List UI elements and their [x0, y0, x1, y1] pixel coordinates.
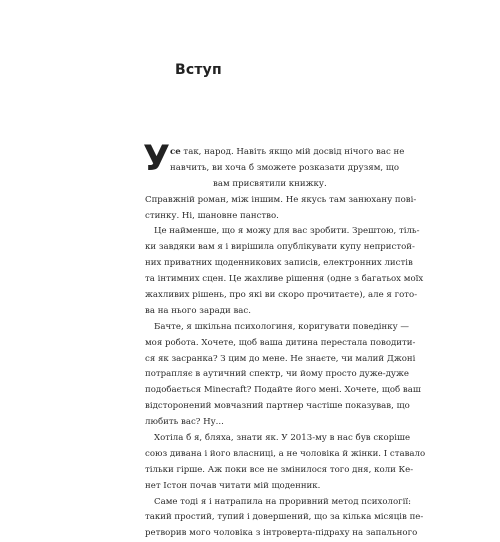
text-line: такий простий, тупий і довершений, що за кілька місяців пе-: [145, 512, 424, 523]
text-line: них приватних щоденникових записів, електронних листів: [145, 258, 413, 269]
text-line: Справжній роман, між іншим. Не якусь там занюхану пові-: [145, 194, 417, 205]
text-line: Це найменше, що я можу для вас зробити. Зрештою, тіль-: [154, 226, 420, 237]
text-line: ки завдяки вам я і вирішила опублікувати купу непристой-: [145, 242, 415, 253]
text-line-content: так, народ. Навіть якщо мій досвід нічого вас не: [180, 147, 405, 157]
text-line: тільки гірше. Аж поки все не змінилося того дня, коли Ке-: [145, 464, 414, 475]
text-line: любить вас? Ну...: [145, 417, 224, 428]
text-line: жахливих рішень, про які ви скоро прочитаєте), але я гото-: [145, 290, 418, 301]
text-line: подобається Minecraft? Подайте його мені. Хочете, щоб ваш: [145, 385, 421, 396]
text-line: ретворив мого чоловіка з інтроверта-підраху на запального: [145, 528, 418, 539]
text-line: Саме тоді я і натрапила на проривний метод психології:: [154, 496, 412, 507]
text-line: [145, 145, 405, 161]
drop-cap: У: [143, 139, 170, 179]
first-word: се: [170, 147, 181, 157]
text-line: та інтимних сцен. Це жахливе рішення (одне з багатьох моїх: [145, 274, 424, 285]
text-line: моя робота. Хочете, щоб ваша дитина перестала поводити-: [145, 337, 416, 348]
text-line: стинку. Ні, шановне панство.: [145, 210, 279, 221]
body-text: [143, 139, 426, 542]
text-line: навчить, ви хоча б зможете розказати друзям, що: [170, 162, 400, 173]
chapter-heading: Вступ: [175, 62, 222, 78]
text-line: ва на нього заради вас.: [145, 305, 251, 316]
text-line: Хотіла б я, бляха, знати як. У 2013-му в нас був скоріше: [154, 433, 411, 444]
text-line: вам присвятили книжку.: [213, 178, 327, 189]
text-line: відсторонений мовчазний партнер частіше показував, що: [145, 401, 410, 412]
text-line: ся як засранка? З цим до мене. Не знаєте, чи малий Джоні: [145, 353, 416, 364]
text-line: союз дивана і його власниці, а не чоловіка й жінки. І ставало: [145, 448, 426, 459]
text-line: потрапляє в аутичний спектр, чи йому просто дуже-дуже: [145, 369, 409, 380]
text-line: Бачте, я шкільна психологиня, коригувати поведінку —: [154, 321, 410, 332]
text-line: нет Істон почав читати мій щоденник.: [145, 480, 321, 491]
